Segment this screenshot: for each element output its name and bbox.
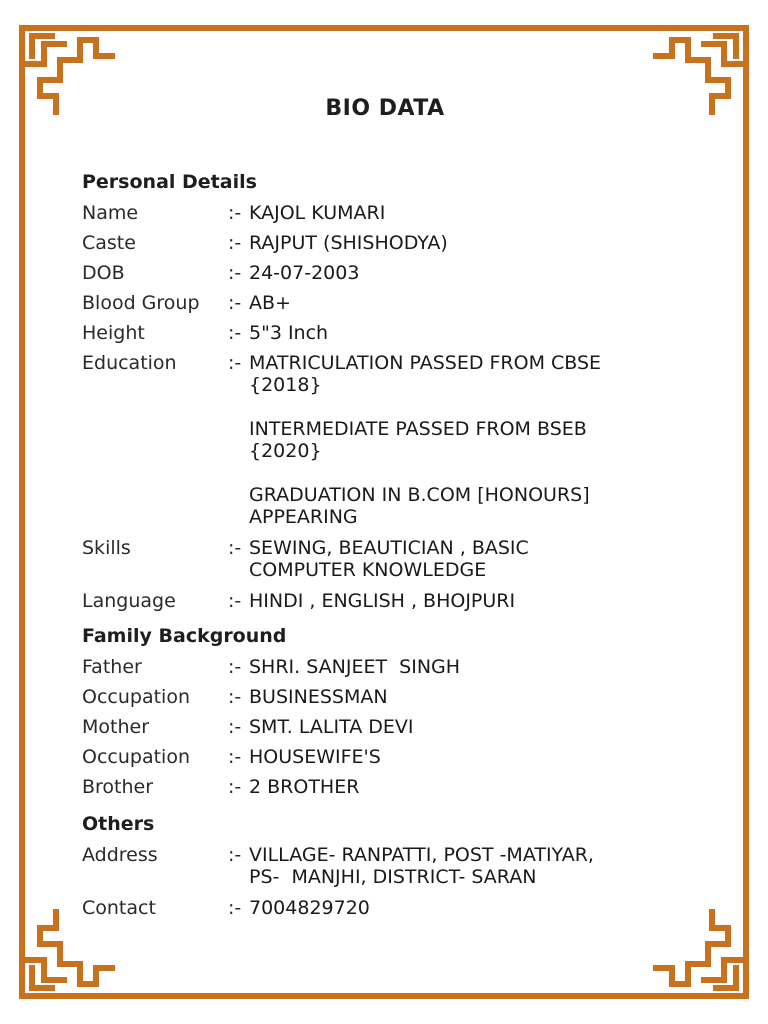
field-label: Blood Group [82, 292, 200, 314]
field-label: Father [82, 656, 142, 678]
education-line: {2018} [249, 374, 322, 396]
field-separator: :- [228, 292, 242, 314]
field-value: 24-07-2003 [249, 262, 360, 284]
field-label: Occupation [82, 746, 190, 768]
field-value: SHRI. SANJEET SINGH [249, 656, 461, 678]
field-value-multiline [249, 537, 699, 581]
bio-data-document [82, 0, 702, 1024]
field-value-multiline [249, 844, 699, 888]
field-value: HOUSEWIFE'S [249, 746, 381, 768]
field-value-multiline [249, 352, 699, 528]
field-value: 2 BROTHER [249, 776, 360, 798]
education-line: MATRICULATION PASSED FROM CBSE [249, 352, 602, 374]
section-heading-family: Family Background [82, 625, 287, 647]
field-value: 7004829720 [249, 897, 370, 919]
field-separator: :- [228, 746, 242, 768]
education-line: INTERMEDIATE PASSED FROM BSEB [249, 418, 587, 440]
field-separator: :- [228, 656, 242, 678]
field-separator: :- [228, 716, 242, 738]
education-line: {2020} [249, 440, 322, 462]
field-value: 5"3 Inch [249, 322, 329, 344]
skills-line: COMPUTER KNOWLEDGE [249, 559, 487, 581]
field-label: Height [82, 322, 145, 344]
field-label: Caste [82, 232, 136, 254]
field-label: DOB [82, 262, 125, 284]
document-title: BIO DATA [325, 96, 445, 121]
field-label: Mother [82, 716, 150, 738]
field-separator: :- [228, 322, 242, 344]
address-line: VILLAGE- RANPATTI, POST -MATIYAR, [249, 844, 594, 866]
field-value: RAJPUT (SHISHODYA) [249, 232, 448, 254]
field-separator: :- [228, 686, 242, 708]
field-label: Occupation [82, 686, 190, 708]
section-heading-personal: Personal Details [82, 171, 257, 193]
field-separator: :- [228, 262, 242, 284]
field-separator: :- [228, 590, 242, 612]
field-separator: :- [228, 352, 242, 374]
field-separator: :- [228, 844, 242, 866]
field-value: AB+ [249, 292, 291, 314]
section-heading-others: Others [82, 813, 155, 835]
field-separator: :- [228, 537, 242, 559]
field-separator: :- [228, 232, 242, 254]
field-value: BUSINESSMAN [249, 686, 388, 708]
field-label: Name [82, 202, 139, 224]
field-label: Education [82, 352, 177, 374]
field-label: Brother [82, 776, 154, 798]
address-line: PS- MANJHI, DISTRICT- SARAN [249, 866, 537, 888]
field-label: Address [82, 844, 158, 866]
field-value: HINDI , ENGLISH , BHOJPURI [249, 590, 516, 612]
field-label: Contact [82, 897, 156, 919]
field-label: Skills [82, 537, 131, 559]
field-value: SMT. LALITA DEVI [249, 716, 414, 738]
skills-line: SEWING, BEAUTICIAN , BASIC [249, 537, 529, 559]
field-label: Language [82, 590, 176, 612]
field-separator: :- [228, 202, 242, 224]
field-separator: :- [228, 776, 242, 798]
education-line: GRADUATION IN B.COM [HONOURS] [249, 484, 590, 506]
field-value: KAJOL KUMARI [249, 202, 386, 224]
field-separator: :- [228, 897, 242, 919]
education-line: APPEARING [249, 506, 358, 528]
